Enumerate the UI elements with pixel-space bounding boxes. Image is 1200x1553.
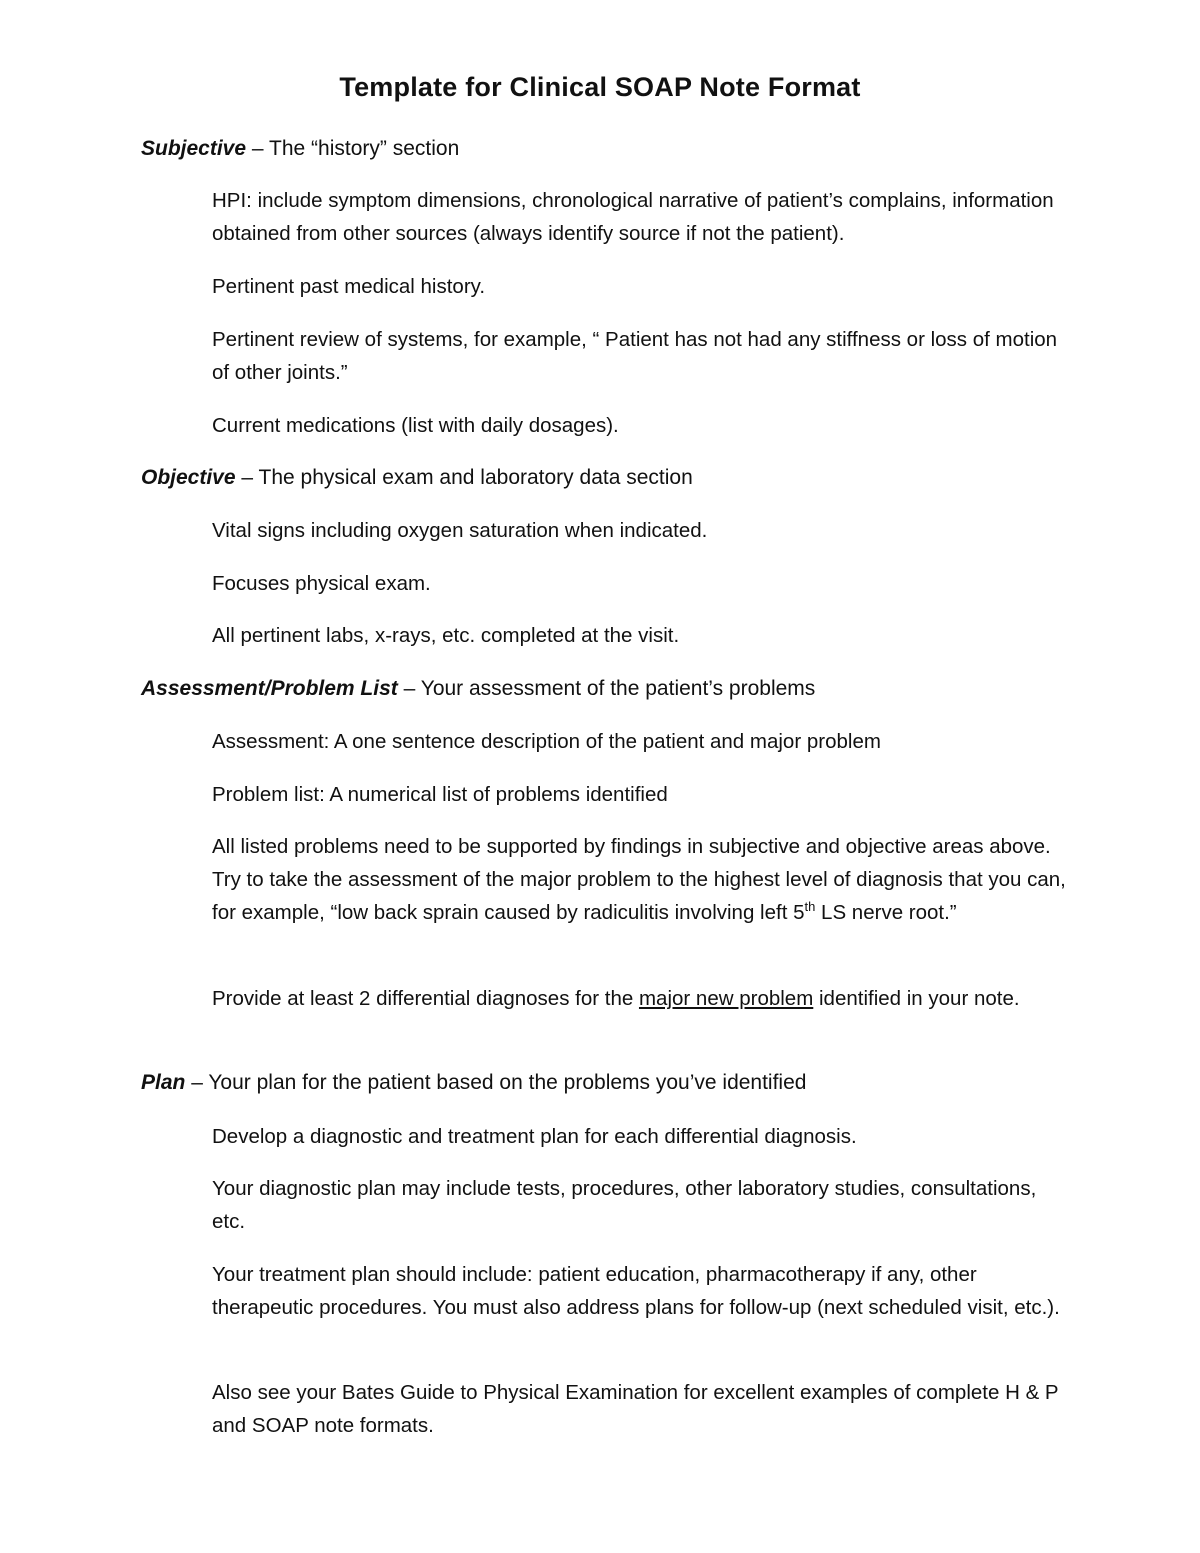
- section-separator: –: [397, 677, 421, 700]
- section-heading-assessment: [141, 672, 1101, 706]
- section-description-objective: The physical exam and laboratory data section: [258, 466, 693, 489]
- paragraph-treatment-plan: Your treatment plan should include: patient education, pharmacotherapy if any, other therapeutic procedures. You must also address plans for follow-up (next scheduled visit, etc.).: [212, 1263, 1060, 1319]
- section-heading-plan: [141, 1066, 1101, 1100]
- paragraph-medications: Current medications (list with daily dosages).: [212, 414, 619, 437]
- paragraph-diagnostic-plan: Your diagnostic plan may include tests, procedures, other laboratory studies, consultations, etc.: [212, 1177, 1037, 1233]
- section-heading-objective: [141, 461, 1101, 495]
- section-description-plan: Your plan for the patient based on the problems you’ve identified: [208, 1071, 807, 1094]
- section-description-assessment: Your assessment of the patient’s problems: [420, 677, 816, 700]
- support-text-end: LS nerve root.”: [815, 901, 957, 924]
- section-separator: –: [185, 1071, 209, 1094]
- paragraph-bates-guide: Also see your Bates Guide to Physical Examination for excellent examples of complete H & P and SOAP note formats.: [212, 1381, 1059, 1437]
- section-separator: –: [235, 466, 259, 489]
- paragraph-vital-signs: Vital signs including oxygen saturation when indicated.: [212, 519, 708, 542]
- paragraph-differential: [212, 982, 1072, 1015]
- ordinal-superscript: th: [804, 899, 816, 915]
- paragraph-supported-problems: [212, 830, 1072, 929]
- section-label-assessment: Assessment/Problem List: [141, 677, 398, 700]
- section-label-subjective: Subjective: [141, 137, 247, 160]
- section-label-objective: Objective: [141, 466, 236, 489]
- differential-text-end: identified in your note.: [813, 987, 1020, 1010]
- paragraph-hpi: HPI: include symptom dimensions, chronological narrative of patient’s complains, information obtained from other sources (always identify source if not the patient).: [212, 189, 1054, 245]
- paragraph-review-systems: Pertinent review of systems, for example, “ Patient has not had any stiffness or loss of motion of other joints.”: [212, 328, 1058, 384]
- section-label-plan: Plan: [141, 1071, 186, 1094]
- paragraph-develop-plan: Develop a diagnostic and treatment plan for each differential diagnosis.: [212, 1125, 857, 1148]
- differential-text: Provide at least 2 differential diagnoses for the: [212, 987, 639, 1010]
- paragraph-past-history: Pertinent past medical history.: [212, 275, 486, 298]
- section-description-subjective: The “history” section: [269, 137, 460, 160]
- paragraph-problem-list: Problem list: A numerical list of problems identified: [212, 783, 668, 806]
- section-heading-subjective: [141, 132, 1101, 166]
- section-separator: –: [246, 137, 270, 160]
- paragraph-labs: All pertinent labs, x-rays, etc. completed at the visit.: [212, 624, 680, 647]
- document-title: Template for Clinical SOAP Note Format: [339, 72, 861, 102]
- underlined-major-new-problem: major new problem: [638, 987, 814, 1010]
- paragraph-assessment: Assessment: A one sentence description of the patient and major problem: [212, 730, 881, 753]
- paragraph-physical-exam: Focuses physical exam.: [212, 572, 431, 595]
- support-text: All listed problems need to be supported by findings in subjective and objective areas above. Try to take the assessment of the major problem to the highest level of diagnosis that you can, for example, “low back sprain caused by radiculitis involving left 5: [212, 835, 1066, 924]
